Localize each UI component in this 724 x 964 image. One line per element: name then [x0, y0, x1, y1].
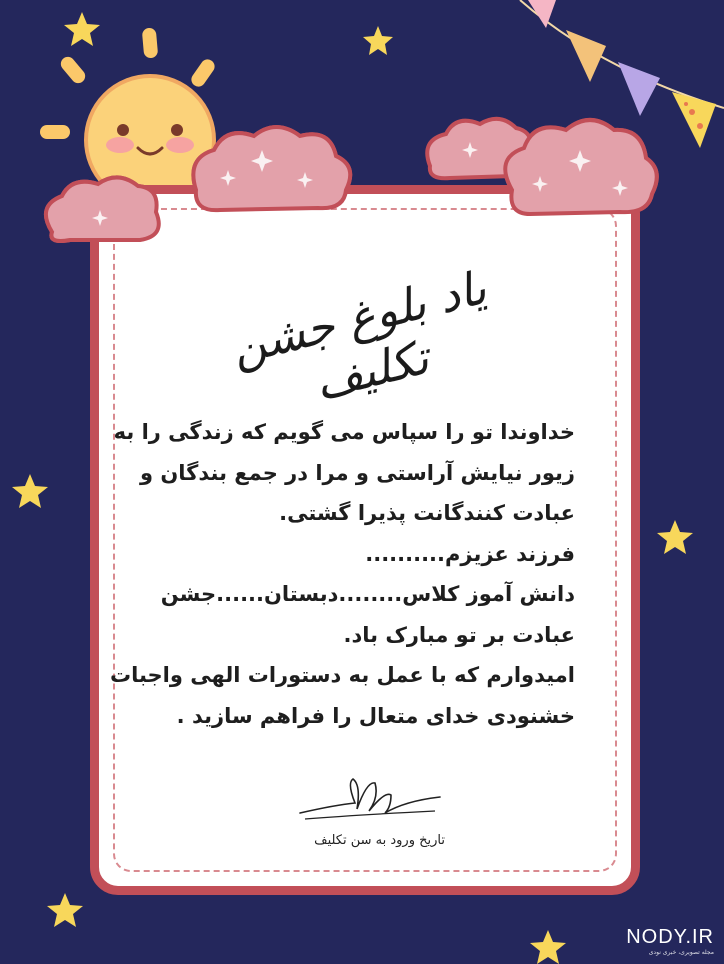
signature-graphic: [295, 775, 445, 830]
watermark: [626, 926, 714, 956]
body-line: زیور نیایش آراستی و مرا در جمع بندگان و: [140, 460, 575, 485]
body-line: امیدوارم که با عمل به دستورات الهی واجبات: [109, 663, 575, 687]
body-line: خداوندا تو را سپاس می گویم که زندگی را به: [113, 420, 575, 444]
signature-caption: تاریخ ورود به سن تکلیف: [314, 833, 445, 848]
body-line: عبادت کنندگانت پذیرا گشتی.: [279, 501, 575, 525]
body-line: فرزند عزیزم..........: [365, 541, 575, 566]
watermark-logo: NODY.IR: [626, 926, 714, 948]
body-line: عبادت بر تو مبارک باد.: [343, 622, 575, 647]
body-line: خشنودی خدای متعال را فراهم سازید .: [176, 703, 575, 728]
body-line: دانش آموز کلاس........دبستان......جشن: [160, 582, 575, 606]
certificate-body: [109, 412, 575, 736]
certificate-title: یاد بلوغ جشن تکلیف: [225, 260, 492, 411]
watermark-tagline: مجله تصویری، خبری نودی: [648, 949, 714, 956]
